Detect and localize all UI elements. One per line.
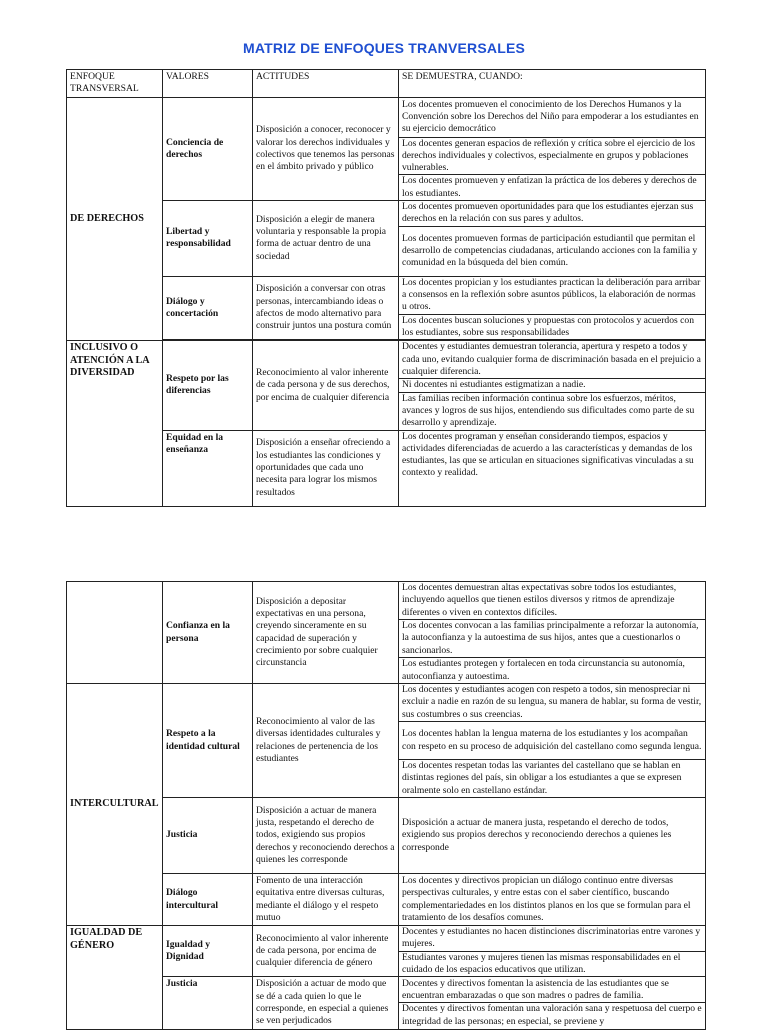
table-row <box>67 276 706 314</box>
valor-respeto: Respeto por las diferencias <box>163 341 253 430</box>
demuestra-cell: Los docentes respetan todas las variantes del castellano que se hablan en distintas regiones del país, sin obligar a los estudiantes a que se expresen oralmente solo en castellano estándar. <box>399 760 706 798</box>
demuestra-cell: Los docentes programan y enseñan considerando tiempos, espacios y actividades diferenciadas de acuerdo a las características y demandas de los estudiantes, las que se articulan en situaciones significativas vinculadas a su contexto y realidad. <box>399 430 706 506</box>
demuestra-cell: Docentes y directivos fomentan una valoración sana y respetuosa del cuerpo e integridad de las personas; en especial, se previene y <box>399 1003 706 1029</box>
header-demuestra: SE DEMUESTRA, CUANDO: <box>399 70 706 98</box>
header-actitudes: ACTITUDES <box>253 70 399 98</box>
actitud-equidad: Disposición a enseñar ofreciendo a los estudiantes las condiciones y oportunidades que cada uno necesita para lograr los mismos resultados <box>253 430 399 506</box>
table-row <box>67 684 706 722</box>
document-title: MATRIZ DE ENFOQUES TRANVERSALES <box>242 40 526 56</box>
demuestra-cell: Los docentes buscan soluciones y propuestas con protocolos y acuerdos con los estudiantes, sobre sus responsabilidades <box>399 314 706 340</box>
demuestra-cell: Los docentes demuestran altas expectativas sobre todos los estudiantes, incluyendo aquellos que tienen estilos diversos y ritmos de aprendizaje diferentes o viven en contextos difíciles. <box>399 582 706 620</box>
matrix-table-2 <box>66 581 706 1030</box>
header-enfoque: ENFOQUE TRANSVERSAL <box>67 70 163 98</box>
actitud-dialogo-intercultural: Fomento de una interacción equitativa entre diversas culturas, mediante el diálogo y el respeto mutuo <box>253 874 399 926</box>
valor-equidad: Equidad en la enseñanza <box>163 430 253 506</box>
demuestra-cell: Los docentes propician y los estudiantes practican la deliberación para arribar a consensos en la reflexión sobre asuntos públicos, la elaboración de normas u otros. <box>399 276 706 314</box>
actitud-respeto: Reconocimiento al valor inherente de cada persona y de sus derechos, por encima de cualquier diferencia <box>253 341 399 430</box>
enfoque-derechos: DE DERECHOS <box>67 97 163 341</box>
demuestra-cell: Los docentes promueven formas de participación estudiantil que permitan el desarrollo de competencias ciudadanas, articulando acciones con la familia y comunidad en la búsqueda del bien común. <box>399 226 706 276</box>
enfoque-inclusivo: INCLUSIVO O ATENCIÓN A LA DIVERSIDAD <box>67 341 163 506</box>
table-row <box>67 201 706 227</box>
demuestra-cell: Los docentes promueven y enfatizan la práctica de los deberes y derechos de los estudiantes. <box>399 175 706 201</box>
demuestra-cell: Los docentes convocan a las familias principalmente a reforzar la autonomía, la autoconfianza y la autoestima de sus hijos, antes que a cuestionarlos o sancionarlos. <box>399 620 706 658</box>
valor-dialogo-intercultural: Diálogo intercultural <box>163 874 253 926</box>
enfoque-genero: IGUALDAD DE GÉNERO <box>67 926 163 1029</box>
table-row <box>67 977 706 1003</box>
demuestra-cell: Ni docentes ni estudiantes estigmatizan a nadie. <box>399 379 706 392</box>
valor-dignidad: Igualdad y Dignidad <box>163 926 253 977</box>
actitud-conciencia: Disposición a conocer, reconocer y valorar los derechos individuales y colectivos que tenemos las personas en el ámbito privado y público <box>253 97 399 200</box>
valor-justicia: Justicia <box>163 798 253 874</box>
valor-conciencia: Conciencia de derechos <box>163 97 253 200</box>
valor-confianza: Confianza en la persona <box>163 582 253 684</box>
actitud-libertad: Disposición a elegir de manera voluntaria y responsable la propia forma de actuar dentro de una sociedad <box>253 201 399 277</box>
table-row <box>67 430 706 506</box>
demuestra-cell: Los estudiantes protegen y fortalecen en toda circunstancia su autonomía, autoconfianza y autoestima. <box>399 658 706 684</box>
enfoque-inclusivo-cont <box>67 582 163 684</box>
demuestra-cell: Docentes y estudiantes demuestran tolerancia, apertura y respeto a todos y cada uno, evitando cualquier forma de discriminación basada en el prejuicio a cualquier diferencia. <box>399 341 706 379</box>
demuestra-cell: Los docentes y estudiantes acogen con respeto a todos, sin menospreciar ni excluir a nadie en razón de su lengua, su manera de hablar, su forma de vestir, sus costumbres o sus creencias. <box>399 684 706 722</box>
demuestra-cell: Disposición a actuar de manera justa, respetando el derecho de todos, exigiendo sus propios derechos y reconociendo derechos a quienes les corresponde <box>399 798 706 874</box>
table-row <box>67 874 706 926</box>
table-row <box>67 926 706 952</box>
table-row <box>67 97 706 137</box>
actitud-justicia-genero: Disposición a actuar de modo que se dé a cada quien lo que le corresponde, en especial a quienes se ven perjudicados <box>253 977 399 1029</box>
table-row <box>67 341 706 379</box>
demuestra-cell: Las familias reciben información continua sobre los esfuerzos, méritos, avances y logros de sus hijos, entendiendo sus dificultades como parte de su desarrollo y aprendizaje. <box>399 392 706 430</box>
actitud-justicia: Disposición a actuar de manera justa, respetando el derecho de todos, exigiendo sus propios derechos y reconociendo derechos a quienes les corresponde <box>253 798 399 874</box>
demuestra-cell: Los docentes promueven oportunidades para que los estudiantes ejerzan sus derechos en la relación con sus pares y adultos. <box>399 201 706 227</box>
matrix-table-1 <box>66 69 706 507</box>
valor-identidad: Respeto a la identidad cultural <box>163 684 253 798</box>
enfoque-intercultural: INTERCULTURAL <box>67 684 163 926</box>
demuestra-cell: Los docentes generan espacios de reflexión y crítica sobre el ejercicio de los derechos individuales y colectivos, especialmente en grupos y poblaciones vulnerables. <box>399 137 706 175</box>
demuestra-cell: Los docentes promueven el conocimiento de los Derechos Humanos y la Convención sobre los Derechos del Niño para empoderar a los estudiantes en su ejercicio democrático <box>399 97 706 137</box>
actitud-dignidad: Reconocimiento al valor inherente de cada persona, por encima de cualquier diferencia de género <box>253 926 399 977</box>
demuestra-cell: Los docentes y directivos propician un diálogo continuo entre diversas perspectivas culturales, y entre estas con el saber científico, buscando complementariedades en los distintos planos en los que se formulan para el tratamiento de los desafíos comunes. <box>399 874 706 926</box>
demuestra-cell: Estudiantes varones y mujeres tienen las mismas responsabilidades en el cuidado de los espacios educativos que utilizan. <box>399 951 706 977</box>
table-row <box>67 798 706 874</box>
table-row <box>67 582 706 620</box>
valor-justicia-genero: Justicia <box>163 977 253 1029</box>
demuestra-cell: Los docentes hablan la lengua materna de los estudiantes y los acompañan con respeto en su proceso de adquisición del castellano como segunda lengua. <box>399 722 706 760</box>
header-row <box>67 70 706 98</box>
demuestra-cell: Docentes y estudiantes no hacen distinciones discriminatorias entre varones y mujeres. <box>399 926 706 952</box>
valor-dialogo: Diálogo y concertación <box>163 276 253 340</box>
actitud-dialogo: Disposición a conversar con otras personas, intercambiando ideas o afectos de modo alternativo para construir juntos una postura común <box>253 276 399 340</box>
demuestra-cell: Docentes y directivos fomentan la asistencia de las estudiantes que se encuentran embarazadas o que son madres o padres de familia. <box>399 977 706 1003</box>
actitud-confianza: Disposición a depositar expectativas en una persona, creyendo sinceramente en su capacidad de superación y crecimiento por sobre cualquier circunstancia <box>253 582 399 684</box>
header-valores: VALORES <box>163 70 253 98</box>
actitud-identidad: Reconocimiento al valor de las diversas identidades culturales y relaciones de pertenencia de los estudiantes <box>253 684 399 798</box>
valor-libertad: Libertad y responsabilidad <box>163 201 253 277</box>
